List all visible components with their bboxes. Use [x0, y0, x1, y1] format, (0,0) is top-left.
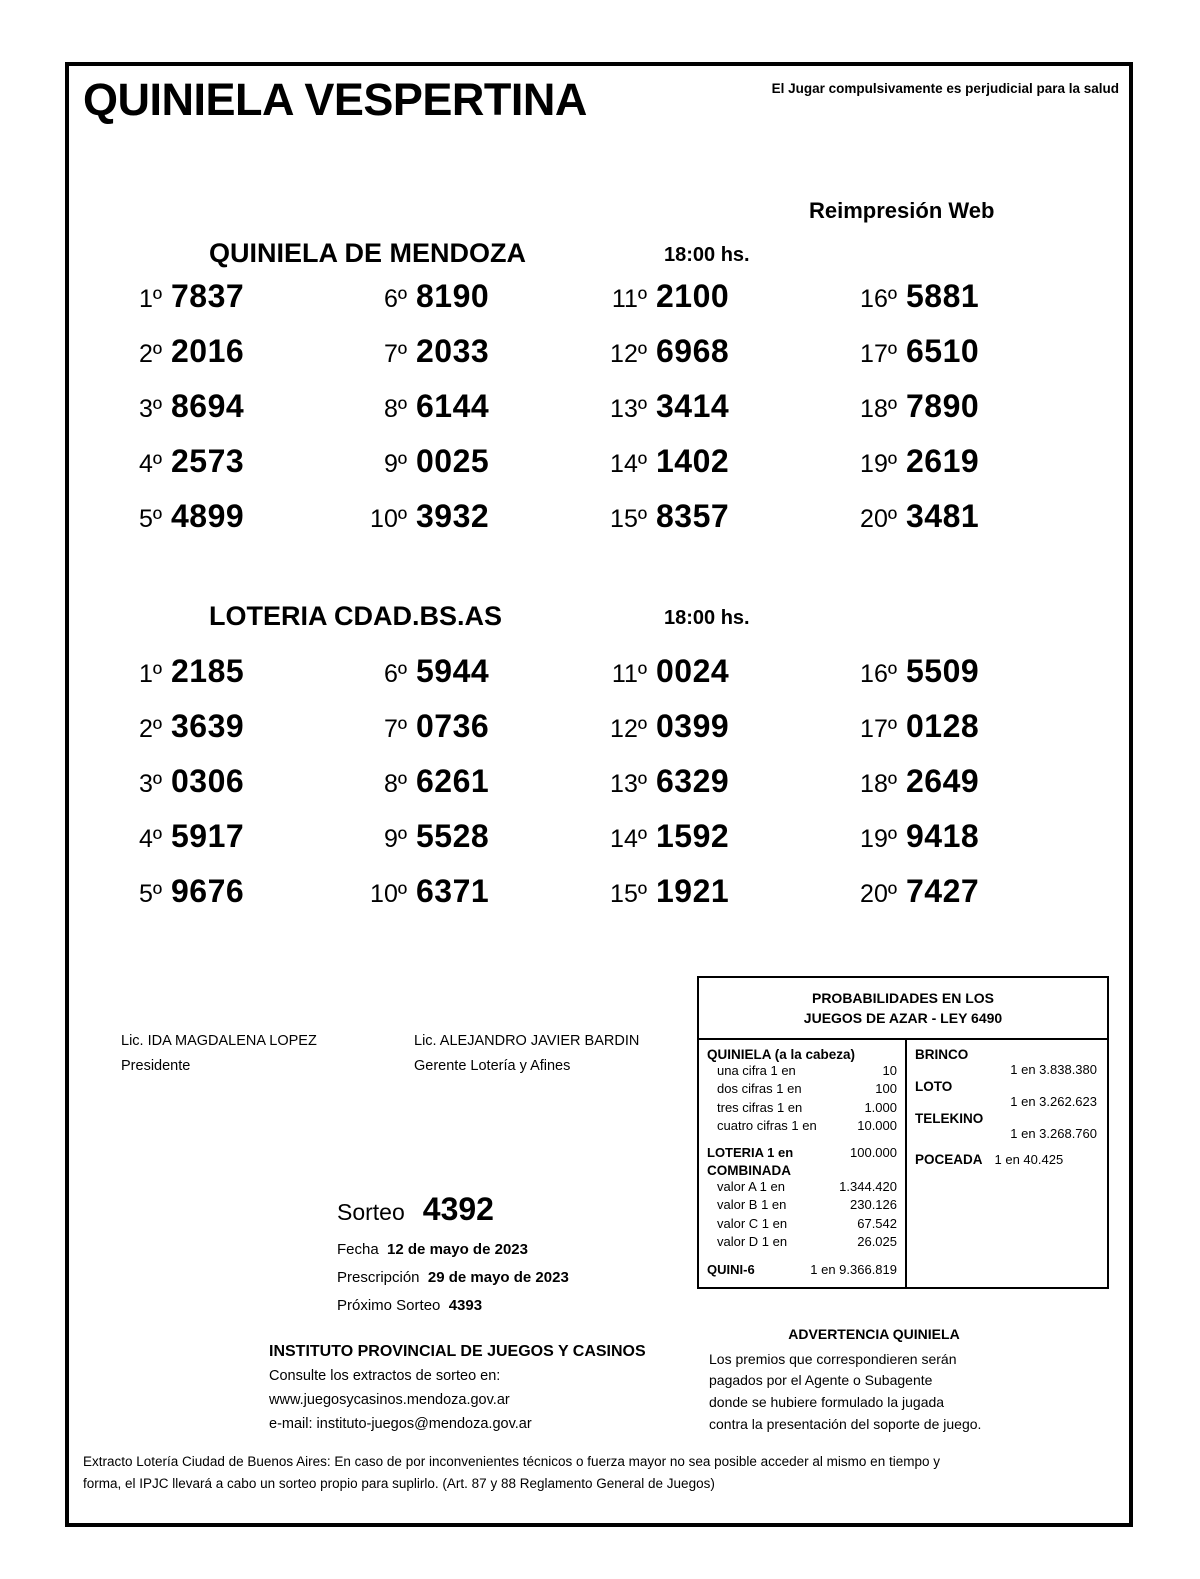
- result-position: 12º: [610, 340, 647, 368]
- signature-name: Lic. IDA MAGDALENA LOPEZ: [121, 1033, 317, 1049]
- quini6-label: QUINI-6: [707, 1261, 755, 1277]
- odds-label: cuatro cifras 1 en: [717, 1117, 817, 1133]
- probabilities-body: [699, 1040, 1107, 1288]
- signature-role: Presidente: [121, 1058, 191, 1075]
- quiniela-subtitle: QUINIELA (a la cabeza): [707, 1046, 856, 1062]
- other-games-odds: [915, 1047, 1101, 1141]
- gambling-warning-text: El Jugar compulsivamente es perjudicial para la salud: [771, 81, 1119, 96]
- section-title-caba: LOTERIA CDAD.BS.AS: [209, 601, 503, 631]
- result-position: 1º: [138, 285, 162, 313]
- sorteo-proximo-row: [337, 1292, 569, 1320]
- result-number: 0128: [906, 708, 980, 744]
- result-row: [844, 763, 1094, 818]
- result-number: 3414: [656, 388, 730, 424]
- result-number: 6968: [656, 333, 730, 369]
- result-position: 5º: [138, 880, 162, 908]
- result-row: [594, 498, 844, 553]
- odds-value: 10.000: [857, 1117, 897, 1133]
- result-row: [844, 653, 1094, 708]
- results-column: [844, 278, 1094, 553]
- result-number: 2573: [171, 443, 245, 479]
- probabilities-header-line1: PROBABILIDADES EN LOS: [811, 990, 994, 1006]
- result-number: 6261: [416, 763, 490, 799]
- result-row: [594, 653, 844, 708]
- combinada-subtitle: COMBINADA: [707, 1162, 791, 1178]
- result-position: 14º: [610, 825, 647, 853]
- result-row: [354, 653, 604, 708]
- spacer: [707, 1135, 897, 1144]
- advertencia-line: contra la presentación del soporte de juego.: [709, 1415, 982, 1432]
- result-position: 20º: [860, 505, 897, 533]
- result-number: 7837: [171, 278, 245, 314]
- result-number: 8190: [416, 278, 490, 314]
- odds-row: [707, 1099, 897, 1117]
- result-number: 2033: [416, 333, 490, 369]
- result-position: 8º: [383, 395, 407, 423]
- sorteo-prescripcion-row: [337, 1264, 569, 1292]
- result-position: 7º: [383, 340, 407, 368]
- result-position: 9º: [383, 825, 407, 853]
- result-number: 9418: [906, 818, 980, 854]
- odds-value: 1.344.420: [839, 1178, 897, 1194]
- odds-row: [707, 1117, 897, 1135]
- result-row: [594, 333, 844, 388]
- result-position: 19º: [860, 450, 897, 478]
- result-row: [109, 763, 359, 818]
- document-header: [69, 66, 1129, 146]
- result-position: 1º: [138, 660, 162, 688]
- quiniela-odds-rows: [707, 1062, 897, 1136]
- result-number: 3481: [906, 498, 980, 534]
- odds-value: 26.025: [857, 1234, 897, 1250]
- result-number: 1402: [656, 443, 730, 479]
- odds-row: [707, 1062, 897, 1080]
- section-time-caba: 18:00 hs.: [664, 607, 750, 629]
- probabilities-right-column: [907, 1040, 1107, 1288]
- result-number: 5917: [171, 818, 245, 854]
- poceada-value: 1 en 40.425: [994, 1151, 1064, 1167]
- odds-row: [707, 1080, 897, 1098]
- result-number: 8357: [656, 498, 730, 534]
- instituto-email[interactable]: e-mail: instituto-juegos@mendoza.gov.ar: [269, 1416, 532, 1433]
- result-number: 7890: [906, 388, 980, 424]
- result-position: 11º: [611, 660, 647, 688]
- section-title-mendoza: QUINIELA DE MENDOZA: [209, 238, 526, 268]
- section-time-mendoza: 18:00 hs.: [664, 244, 750, 266]
- result-row: [844, 873, 1094, 928]
- result-position: 8º: [383, 770, 407, 798]
- result-position: 10º: [370, 505, 407, 533]
- results-column: [354, 278, 604, 553]
- sorteo-number: 4392: [422, 1191, 494, 1227]
- result-number: 2100: [656, 278, 730, 314]
- result-number: 0306: [171, 763, 245, 799]
- advertencia-line: donde se hubiere formulado la jugada: [709, 1394, 945, 1411]
- quini6-value: 1 en 9.366.819: [810, 1261, 897, 1277]
- prescripcion-label: Prescripción: [337, 1268, 420, 1286]
- result-position: 17º: [860, 340, 897, 368]
- results-column: [109, 278, 359, 553]
- game-odds: 1 en 3.838.380: [1010, 1061, 1097, 1077]
- result-number: 5528: [416, 818, 490, 854]
- odds-value: 67.542: [857, 1215, 897, 1231]
- result-position: 7º: [383, 715, 407, 743]
- result-number: 1592: [656, 818, 730, 854]
- probabilities-box: [697, 976, 1109, 1289]
- odds-label: tres cifras 1 en: [717, 1099, 803, 1115]
- probabilities-header: [699, 978, 1107, 1040]
- result-row: [844, 708, 1094, 763]
- signature-role: Gerente Lotería y Afines: [414, 1058, 571, 1075]
- results-column: [844, 653, 1094, 928]
- advertencia-line: pagados por el Agente o Subagente: [709, 1372, 933, 1389]
- bottom-note-line2: forma, el IPJC llevará a cabo un sorteo propio para suplirlo. (Art. 87 y 88 Reglamento General de Juegos): [83, 1476, 715, 1492]
- odds-value: 1.000: [864, 1099, 897, 1115]
- result-row: [844, 443, 1094, 498]
- result-number: 5944: [416, 653, 490, 689]
- proximo-label: Próximo Sorteo: [337, 1296, 441, 1314]
- result-position: 12º: [610, 715, 647, 743]
- poceada-odds-row: [915, 1152, 1101, 1167]
- result-position: 16º: [860, 660, 897, 688]
- instituto-title: INSTITUTO PROVINCIAL DE JUEGOS Y CASINOS: [269, 1343, 646, 1360]
- odds-row: [707, 1196, 897, 1214]
- result-position: 15º: [610, 505, 647, 533]
- bottom-legal-note: [83, 1451, 1113, 1496]
- odds-value: 100: [875, 1081, 897, 1097]
- result-row: [594, 708, 844, 763]
- poceada-label: POCEADA: [915, 1151, 983, 1167]
- odds-row: [707, 1178, 897, 1196]
- result-position: 17º: [860, 715, 897, 743]
- odds-label: valor C 1 en: [717, 1215, 788, 1231]
- result-position: 13º: [610, 395, 647, 423]
- result-row: [594, 873, 844, 928]
- result-row: [109, 278, 359, 333]
- game-odds-entry: [915, 1079, 1101, 1109]
- result-number: 6510: [906, 333, 980, 369]
- odds-label: una cifra 1 en: [717, 1062, 796, 1078]
- result-number: 1921: [656, 873, 730, 909]
- results-column: [354, 653, 604, 928]
- result-position: 11º: [611, 285, 647, 313]
- game-name: LOTO: [915, 1078, 953, 1094]
- instituto-website[interactable]: www.juegosycasinos.mendoza.gov.ar: [269, 1392, 510, 1409]
- result-position: 3º: [138, 395, 162, 423]
- result-number: 5509: [906, 653, 980, 689]
- result-position: 3º: [138, 770, 162, 798]
- probabilities-left-column: [699, 1040, 907, 1288]
- sorteo-info-block: [337, 1191, 569, 1319]
- instituto-block: [269, 1339, 646, 1437]
- document-frame: [65, 62, 1133, 1527]
- result-number: 6371: [416, 873, 490, 909]
- result-row: [109, 388, 359, 443]
- game-odds-entry: [915, 1047, 1101, 1077]
- results-column: [594, 278, 844, 553]
- result-row: [844, 818, 1094, 873]
- results-column: [109, 653, 359, 928]
- result-row: [109, 818, 359, 873]
- reimpresion-web-label: Reimpresión Web: [809, 198, 995, 223]
- result-row: [594, 763, 844, 818]
- loteria-value: 100.000: [850, 1145, 897, 1161]
- fecha-label: Fecha: [337, 1241, 379, 1258]
- signature-president: [121, 1029, 317, 1080]
- result-row: [594, 388, 844, 443]
- result-number: 0025: [416, 443, 490, 479]
- result-row: [594, 818, 844, 873]
- result-number: 0736: [416, 708, 490, 744]
- quini6-odds-row: [707, 1261, 897, 1279]
- sorteo-number-line: [337, 1191, 569, 1228]
- fecha-value: 12 de mayo de 2023: [387, 1241, 528, 1258]
- proximo-value: 4393: [448, 1296, 483, 1314]
- result-position: 20º: [860, 880, 897, 908]
- result-row: [354, 388, 604, 443]
- result-row: [109, 708, 359, 763]
- result-row: [354, 278, 604, 333]
- result-row: [354, 818, 604, 873]
- instituto-consulte: Consulte los extractos de sorteo en:: [269, 1368, 501, 1385]
- signature-name: Lic. ALEJANDRO JAVIER BARDIN: [414, 1033, 640, 1049]
- odds-row: [707, 1215, 897, 1233]
- result-row: [354, 498, 604, 553]
- odds-value: 10: [882, 1062, 897, 1078]
- result-position: 9º: [383, 450, 407, 478]
- loteria-label: LOTERIA 1 en: [707, 1145, 794, 1161]
- result-number: 2619: [906, 443, 980, 479]
- result-row: [844, 388, 1094, 443]
- result-position: 18º: [860, 770, 897, 798]
- result-position: 4º: [138, 450, 162, 478]
- probabilities-header-line2: JUEGOS DE AZAR - LEY 6490: [803, 1010, 1003, 1027]
- advertencia-title: ADVERTENCIA QUINIELA: [788, 1326, 960, 1342]
- odds-label: valor B 1 en: [717, 1197, 787, 1213]
- spacer: [707, 1252, 897, 1261]
- advertencia-line: Los premios que correspondieren serán: [709, 1350, 957, 1367]
- result-number: 2649: [906, 763, 980, 799]
- sorteo-fecha-row: [337, 1236, 569, 1264]
- result-number: 0024: [656, 653, 730, 689]
- result-position: 4º: [138, 825, 162, 853]
- game-name: TELEKINO: [915, 1110, 984, 1126]
- result-number: 6144: [416, 388, 490, 424]
- result-number: 3639: [171, 708, 245, 744]
- signature-manager: [414, 1029, 639, 1080]
- result-number: 2016: [171, 333, 245, 369]
- result-row: [109, 333, 359, 388]
- prescripcion-value: 29 de mayo de 2023: [427, 1268, 569, 1286]
- result-row: [354, 873, 604, 928]
- result-row: [109, 498, 359, 553]
- results-grid-mendoza: [69, 278, 1129, 558]
- result-row: [354, 708, 604, 763]
- advertencia-quiniela-block: [709, 1324, 1039, 1435]
- result-number: 8694: [171, 388, 245, 424]
- combinada-odds-rows: [707, 1178, 897, 1252]
- section-header: [69, 591, 1129, 639]
- result-row: [109, 653, 359, 708]
- result-position: 19º: [860, 825, 897, 853]
- results-column: [594, 653, 844, 928]
- game-odds: 1 en 3.268.760: [1010, 1125, 1097, 1141]
- sorteo-label: Sorteo: [337, 1199, 405, 1225]
- result-position: 14º: [610, 450, 647, 478]
- result-position: 10º: [370, 880, 407, 908]
- result-number: 2185: [171, 653, 245, 689]
- result-position: 6º: [383, 660, 407, 688]
- result-number: 9676: [171, 873, 245, 909]
- result-position: 15º: [610, 880, 647, 908]
- result-row: [844, 498, 1094, 553]
- game-odds: 1 en 3.262.623: [1010, 1093, 1097, 1109]
- bottom-note-line1: Extracto Lotería Ciudad de Buenos Aires: En caso de por inconvenientes técnicos o fuerza mayor no sea posible acceder al mismo en tiempo y: [83, 1454, 940, 1469]
- result-number: 3932: [416, 498, 490, 534]
- result-position: 2º: [138, 340, 162, 368]
- section-loteria-caba: [69, 591, 1129, 933]
- result-number: 5881: [906, 278, 980, 314]
- odds-label: valor A 1 en: [717, 1178, 785, 1194]
- odds-row: [707, 1233, 897, 1251]
- result-row: [109, 873, 359, 928]
- results-grid-caba: [69, 653, 1129, 933]
- page-title: QUINIELA VESPERTINA: [83, 74, 587, 125]
- spacer: [915, 1143, 1101, 1152]
- result-row: [594, 278, 844, 333]
- result-position: 5º: [138, 505, 162, 533]
- loteria-odds-row: [707, 1144, 897, 1162]
- odds-value: 230.126: [850, 1197, 897, 1213]
- result-row: [354, 763, 604, 818]
- result-position: 18º: [860, 395, 897, 423]
- result-number: 6329: [656, 763, 730, 799]
- result-row: [844, 278, 1094, 333]
- result-position: 16º: [860, 285, 897, 313]
- game-name: BRINCO: [915, 1046, 969, 1062]
- result-number: 4899: [171, 498, 245, 534]
- result-row: [354, 443, 604, 498]
- odds-label: valor D 1 en: [717, 1234, 788, 1250]
- result-row: [594, 443, 844, 498]
- result-position: 13º: [610, 770, 647, 798]
- sorteo-meta: [337, 1236, 569, 1319]
- result-row: [109, 443, 359, 498]
- result-row: [844, 333, 1094, 388]
- result-row: [354, 333, 604, 388]
- section-header: [69, 198, 1129, 268]
- result-position: 2º: [138, 715, 162, 743]
- result-number: 7427: [906, 873, 980, 909]
- result-number: 0399: [656, 708, 730, 744]
- result-position: 6º: [383, 285, 407, 313]
- game-odds-entry: [915, 1111, 1101, 1141]
- section-quiniela-mendoza: [69, 198, 1129, 558]
- odds-label: dos cifras 1 en: [717, 1081, 802, 1097]
